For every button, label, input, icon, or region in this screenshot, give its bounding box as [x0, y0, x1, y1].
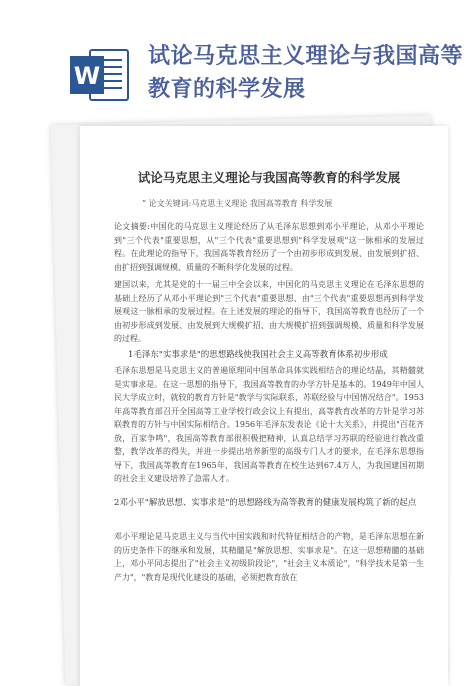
word-icon-letter: W [73, 62, 101, 90]
document-keywords: ” 论文关键词:马克思主义理论 我国高等教育 科学发展 [142, 199, 333, 208]
section-2-paragraph: 邓小平理论是马克思主义与当代中国实践和时代特征相结合的产物，是毛泽东思想在新的历史条件下的继承和发展，其精髓是"解放思想、实事求是"。在这一思想精髓的基础上，邓小平同志提出了"社会主义初级阶段论"，"社会主义本质论"，"科学技术是第一生产力"，"教育是现代化建设的基础，必须把教育放在 [114, 532, 424, 582]
document-page [80, 126, 448, 686]
abstract-paragraph: 论文摘要:中国化的马克思主义理论经历了从毛泽东思想到邓小平理论，从邓小平理论到"三个代表"重要思想，从"三个代表"重要思想到"科学发展观"这一脉相承的发展过程。在此理论的指导下，我国高等教育经历了一个由初步形成到发展、由发展到扩招、由扩招到强调规模、质量的不断科学化发展的过程。 [114, 222, 424, 272]
intro-paragraph: 建国以来，尤其是党的十一届三中全会以来，中国化的马克思主义理论在毛泽东思想的基础上经历了从邓小平理论到"三个代表"重要思想、由"三个代表"重要思想再到科学发展观这一脉相承的发展过程。在上述发展的理论的指导下，我国高等教育也经历了一个由初步形成到发展、由发展到大规模扩招、由大规模扩招到强调规模、质量和科学发展的过程。 [114, 280, 424, 343]
header-title: 试论马克思主义理论与我国高等教育的科学发展 [148, 44, 464, 102]
header [0, 0, 474, 118]
section-1-paragraph: 毛泽东思想是马克思主义的普遍原理同中国革命具体实践相结合的理论结晶，其精髓就是实事求是。在这一思想的指导下，我国高等教育的办学方针是基本的。1949年中国人民大学成立时，就较的教育方针是"教学与实际联系，苏联经验与中国情况结合"。1953年高等教育部召开全国高等工业学校行政会议上有提出，高等教育改革的方针是学习苏联教育的方针与中国实际相结合。1956年毛泽东发表论《论十大关系》，并提出"百花齐放，百家争鸣"，我国高等教育部很积极把精神，认真总结学习苏联的经验进行教改重整，教学改革的得失，并进一步提出培养新型的高级专门人才的要求，在毛泽东思想指导下，我国高等教育在1965年，我国高等教育在校生达到67.4万人，为我国建国初期的社会主义建设培养了急需人才。 [114, 366, 424, 483]
section-heading-2: 2邓小平"解放思想、实事求是"的思想路线为高等教育的健康发展构筑了新的起点 [114, 498, 417, 508]
section-heading-1: 1毛泽东"实事求是"的思想路线使我国社会主义高等教育体系初步形成 [128, 350, 388, 360]
word-icon [70, 46, 130, 104]
document-title: 试论马克思主义理论与我国高等教育的科学发展 [137, 170, 401, 185]
